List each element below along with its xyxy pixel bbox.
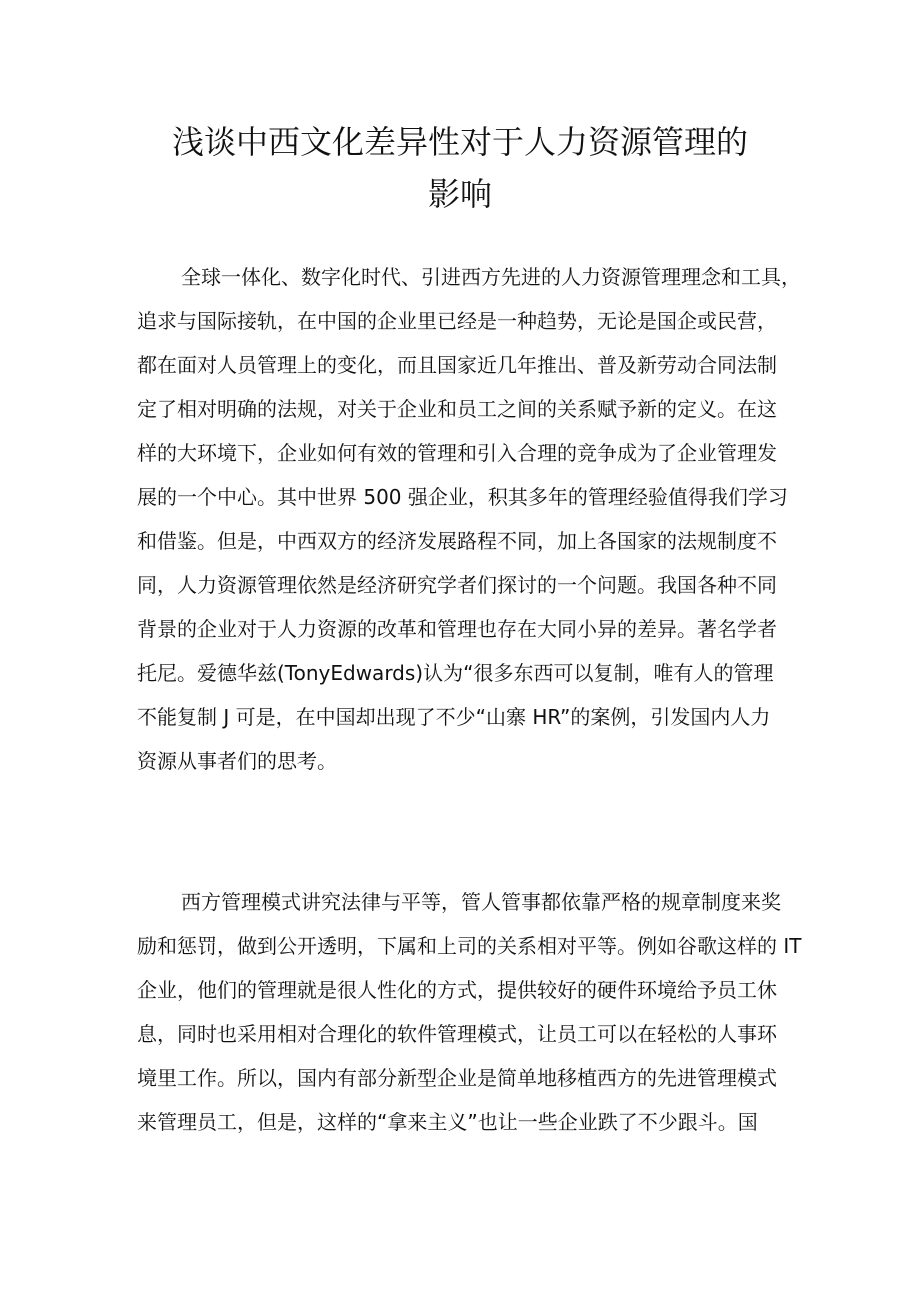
paragraph-line: 托尼。爱德华兹(TonyEdwards)认为“很多东西可以复制，唯有人的管理 (137, 661, 774, 685)
paragraph-1 (137, 255, 801, 783)
paragraph-line: 息，同时也采用相对合理化的软件管理模式，让员工可以在轻松的人事环 (137, 1022, 777, 1046)
paragraph-line: 追求与国际接轨，在中国的企业里已经是一种趋势，无论是国企或民营， (137, 309, 777, 333)
paragraph-line: 西方管理模式讲究法律与平等，管人管事都依靠严格的规章制度来奖 (181, 890, 781, 914)
paragraph-line: 展的一个中心。其中世界 500 强企业，积其多年的管理经验值得我们学习 (137, 485, 788, 509)
paragraph-line: 都在面对人员管理上的变化，而且国家近几年推出、普及新劳动合同法制 (137, 353, 777, 377)
document-title (130, 116, 790, 220)
paragraph-line: 励和惩罚，做到公开透明，下属和上司的关系相对平等。例如谷歌这样的 IT (137, 934, 802, 958)
title-line: 影响 (427, 175, 492, 213)
paragraph-line: 同，人力资源管理依然是经济研究学者们探讨的一个问题。我国各种不同 (137, 573, 777, 597)
paragraph-line: 背景的企业对于人力资源的改革和管理也存在大同小异的差异。著名学者 (137, 617, 777, 641)
paragraph-line: 境里工作。所以，国内有部分新型企业是简单地移植西方的先进管理模式 (137, 1066, 777, 1090)
paragraph-line: 企业，他们的管理就是很人性化的方式，提供较好的硬件环境给予员工休 (137, 978, 777, 1002)
paragraph-line: 样的大环境下，企业如何有效的管理和引入合理的竞争成为了企业管理发 (137, 441, 777, 465)
paragraph-line: 全球一体化、数字化时代、引进西方先进的人力资源管理理念和工具， (181, 265, 801, 289)
paragraph-2 (137, 880, 802, 1144)
paragraph-line: 不能复制 J 可是，在中国却出现了不少“山寨 HR”的案例，引发国内人力 (137, 705, 771, 729)
paragraph-line: 定了相对明确的法规，对关于企业和员工之间的关系赋予新的定义。在这 (137, 397, 777, 421)
paragraph-line: 和借鉴。但是，中西双方的经济发展路程不同，加上各国家的法规制度不 (137, 529, 777, 553)
paragraph-line: 资源从事者们的思考。 (137, 749, 337, 773)
title-line: 浅谈中西文化差异性对于人力资源管理的 (171, 123, 748, 161)
paragraph-line: 来管理员工，但是，这样的“拿来主义”也让一些企业跌了不少跟斗。国 (137, 1110, 758, 1134)
